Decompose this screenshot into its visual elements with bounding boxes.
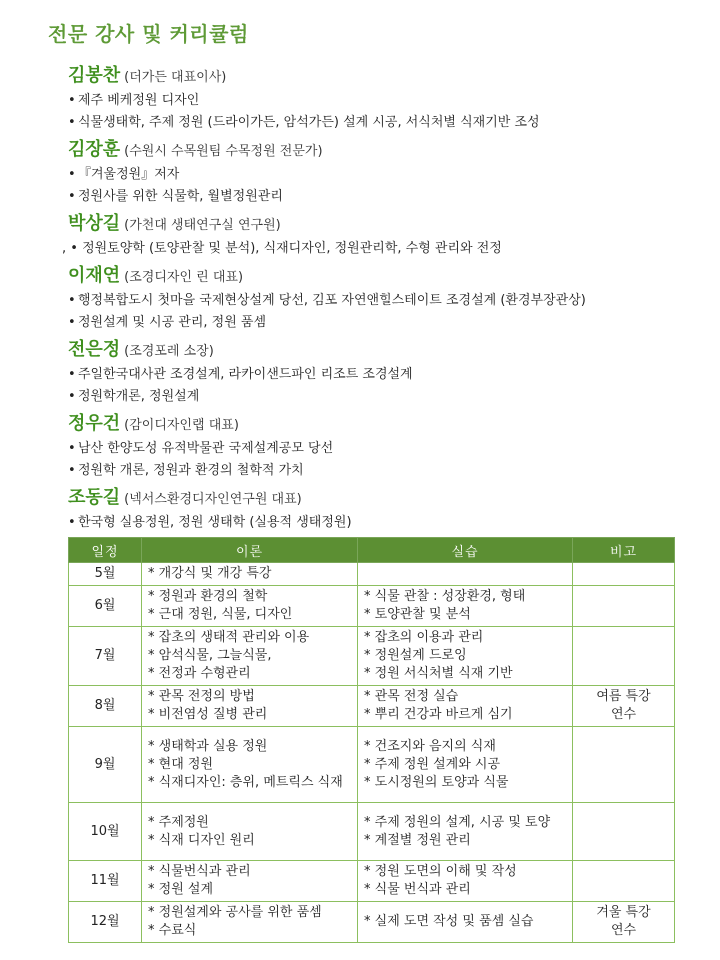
cell-line: * 정원설계와 공사를 위한 품셈 — [148, 905, 322, 920]
month-cell: 9월 — [69, 727, 142, 803]
practice-cell — [358, 563, 573, 586]
cell-line: * 정원과 환경의 철학 — [148, 589, 268, 604]
note-cell — [573, 727, 675, 803]
table-header-row — [69, 538, 675, 563]
credential-item: • 남산 한양도성 유적박물관 국제설계공모 당선 — [68, 438, 708, 460]
instructor-credentials — [68, 438, 708, 482]
cell-line: * 수료식 — [148, 923, 197, 938]
credential-item: • 식물생태학, 주제 정원 (드라이가든, 암석가든) 설계 시공, 서식처별 식재기반 조성 — [68, 112, 708, 134]
cell-line: * 정원 서식처별 식재 기반 — [364, 666, 513, 681]
month-cell: 10월 — [69, 803, 142, 861]
credential-item: • 행정복합도시 첫마을 국제현상설계 당선, 김포 자연앤힐스테이트 조경설계 (환경부장관상) — [68, 290, 708, 312]
instructor-role: (넥서스환경디자인연구원 대표) — [124, 492, 302, 507]
instructor-name: 김장훈 — [68, 139, 121, 160]
note-cell — [573, 803, 675, 861]
month-cell: 12월 — [69, 902, 142, 943]
theory-cell — [142, 563, 358, 586]
instructor-name: 이재연 — [68, 265, 121, 286]
header-practice: 실습 — [358, 538, 573, 563]
instructor-heading — [68, 136, 708, 164]
table-row — [69, 727, 675, 803]
table-row — [69, 861, 675, 902]
instructor-role: (더가든 대표이사) — [124, 70, 227, 85]
practice-cell — [358, 803, 573, 861]
theory-cell — [142, 586, 358, 627]
credential-item: • 정원설계 및 시공 관리, 정원 품셈 — [68, 312, 708, 334]
instructor-block — [68, 262, 708, 334]
table-row — [69, 902, 675, 943]
instructor-list — [62, 62, 708, 536]
instructor-role: (가천대 생태연구실 연구원) — [124, 218, 281, 233]
instructor-heading — [68, 210, 708, 238]
credential-item: • 정원사를 위한 식물학, 월별정원관리 — [68, 186, 708, 208]
note-cell — [573, 627, 675, 686]
table-row — [69, 563, 675, 586]
cell-line: * 식물번식과 관리 — [148, 864, 251, 879]
note-cell — [573, 563, 675, 586]
cell-line: * 식재 디자인 원리 — [148, 832, 255, 848]
instructor-role: (조경포레 소장) — [124, 344, 214, 359]
cell-line: * 계절별 정원 관리 — [364, 832, 471, 848]
instructor-role: (조경디자인 린 대표) — [124, 270, 244, 285]
cell-line: * 비전염성 질병 관리 — [148, 707, 268, 722]
theory-cell — [142, 686, 358, 727]
credential-item: • 정원학 개론, 정원과 환경의 철학적 가치 — [68, 460, 708, 482]
instructor-block — [68, 484, 708, 534]
credential-item: • 주일한국대사관 조경설계, 라카이샌드파인 리조트 조경설계 — [68, 364, 708, 386]
credential-item: • 정원학개론, 정원설계 — [68, 386, 708, 408]
theory-cell — [142, 627, 358, 686]
instructor-block — [62, 210, 708, 260]
cell-line: * 암석식물, 그늘식물, — [148, 648, 272, 663]
instructor-block — [68, 136, 708, 208]
practice-cell — [358, 902, 573, 943]
cell-line: * 식재디자인: 층위, 메트릭스 식재 — [148, 774, 343, 790]
instructor-name: 전은정 — [68, 339, 121, 360]
month-cell: 5월 — [69, 563, 142, 586]
note-cell — [573, 586, 675, 627]
instructor-block — [68, 336, 708, 408]
cell-line: * 뿌리 건강과 바르게 심기 — [364, 707, 513, 722]
instructor-heading — [68, 62, 708, 90]
cell-line: * 실제 도면 작성 및 품셈 실습 — [364, 914, 534, 929]
instructor-role: (수원시 수목원팀 수목정원 전문가) — [124, 144, 323, 159]
note-cell — [573, 861, 675, 902]
header-schedule: 일정 — [69, 538, 142, 563]
practice-cell — [358, 586, 573, 627]
cell-line: * 주제 정원의 설계, 시공 및 토양 — [364, 814, 551, 830]
practice-cell — [358, 861, 573, 902]
instructor-heading — [68, 484, 708, 512]
curriculum-table — [68, 537, 675, 943]
instructor-name: 조동길 — [68, 487, 121, 508]
credential-item: • 제주 베케정원 디자인 — [68, 90, 708, 112]
header-theory: 이론 — [142, 538, 358, 563]
cell-line: * 개강식 및 개강 특강 — [148, 566, 272, 581]
cell-line: * 생태학과 실용 정원 — [148, 738, 268, 754]
instructor-name: 정우건 — [68, 413, 121, 434]
table-row — [69, 803, 675, 861]
cell-line: 여름 특강 — [596, 689, 651, 704]
page-title: 전문 강사 및 커리큘럼 — [48, 22, 249, 46]
cell-line: * 정원설계 드로잉 — [364, 648, 467, 663]
table-row — [69, 627, 675, 686]
cell-line: * 전정과 수형관리 — [148, 666, 251, 681]
theory-cell — [142, 803, 358, 861]
theory-cell — [142, 727, 358, 803]
month-cell: 6월 — [69, 586, 142, 627]
cell-line: * 토양관찰 및 분석 — [364, 607, 471, 622]
cell-line: * 식물 번식과 관리 — [364, 882, 471, 897]
instructor-credentials — [68, 364, 708, 408]
table-row — [69, 686, 675, 727]
instructor-credentials — [68, 90, 708, 134]
cell-line: * 잡초의 이용과 관리 — [364, 630, 484, 645]
month-cell: 8월 — [69, 686, 142, 727]
instructor-block — [68, 410, 708, 482]
instructor-heading — [68, 262, 708, 290]
practice-cell — [358, 686, 573, 727]
cell-line: * 주제정원 — [148, 814, 209, 830]
instructor-name: 박상길 — [68, 213, 121, 234]
cell-line: * 잡초의 생태적 관리와 이용 — [148, 630, 310, 645]
cell-line: * 정원 설계 — [148, 882, 213, 897]
theory-cell — [142, 902, 358, 943]
cell-line: 연수 — [610, 707, 637, 722]
month-cell: 11월 — [69, 861, 142, 902]
cell-line: * 관목 전정 실습 — [364, 689, 459, 704]
cell-line: * 도시정원의 토양과 식물 — [364, 774, 509, 790]
cell-line: 연수 — [610, 923, 637, 938]
credential-item: • 한국형 실용정원, 정원 생태학 (실용적 생태정원) — [68, 512, 708, 534]
practice-cell — [358, 727, 573, 803]
cell-line: * 건조지와 음지의 식재 — [364, 738, 496, 754]
theory-cell — [142, 861, 358, 902]
instructor-heading — [68, 410, 708, 438]
instructor-name: 김봉찬 — [68, 65, 121, 86]
cell-line: * 근대 정원, 식물, 디자인 — [148, 607, 293, 622]
table-row — [69, 586, 675, 627]
cell-line: * 정원 도면의 이해 및 작성 — [364, 864, 517, 879]
instructor-credentials — [68, 164, 708, 208]
cell-line: * 주제 정원 설계와 시공 — [364, 756, 501, 772]
cell-line: * 현대 정원 — [148, 756, 213, 772]
cell-line: * 관목 전정의 방법 — [148, 689, 255, 704]
instructor-block — [68, 62, 708, 134]
practice-cell — [358, 627, 573, 686]
credential-item: • 『겨울정원』저자 — [68, 164, 708, 186]
note-cell — [573, 686, 675, 727]
instructor-heading — [68, 336, 708, 364]
header-note: 비고 — [573, 538, 675, 563]
instructor-credentials — [68, 512, 708, 534]
cell-line: * 식물 관찰 : 성장환경, 형태 — [364, 589, 526, 604]
cell-line: 겨울 특강 — [596, 905, 651, 920]
instructor-credentials — [68, 290, 708, 334]
instructor-credentials — [62, 238, 708, 260]
note-cell — [573, 902, 675, 943]
credential-item: , • 정원토양학 (토양관찰 및 분석), 식재디자인, 정원관리학, 수형 관리와 전정 — [62, 241, 502, 256]
instructor-role: (감이디자인랩 대표) — [124, 418, 239, 433]
month-cell: 7월 — [69, 627, 142, 686]
